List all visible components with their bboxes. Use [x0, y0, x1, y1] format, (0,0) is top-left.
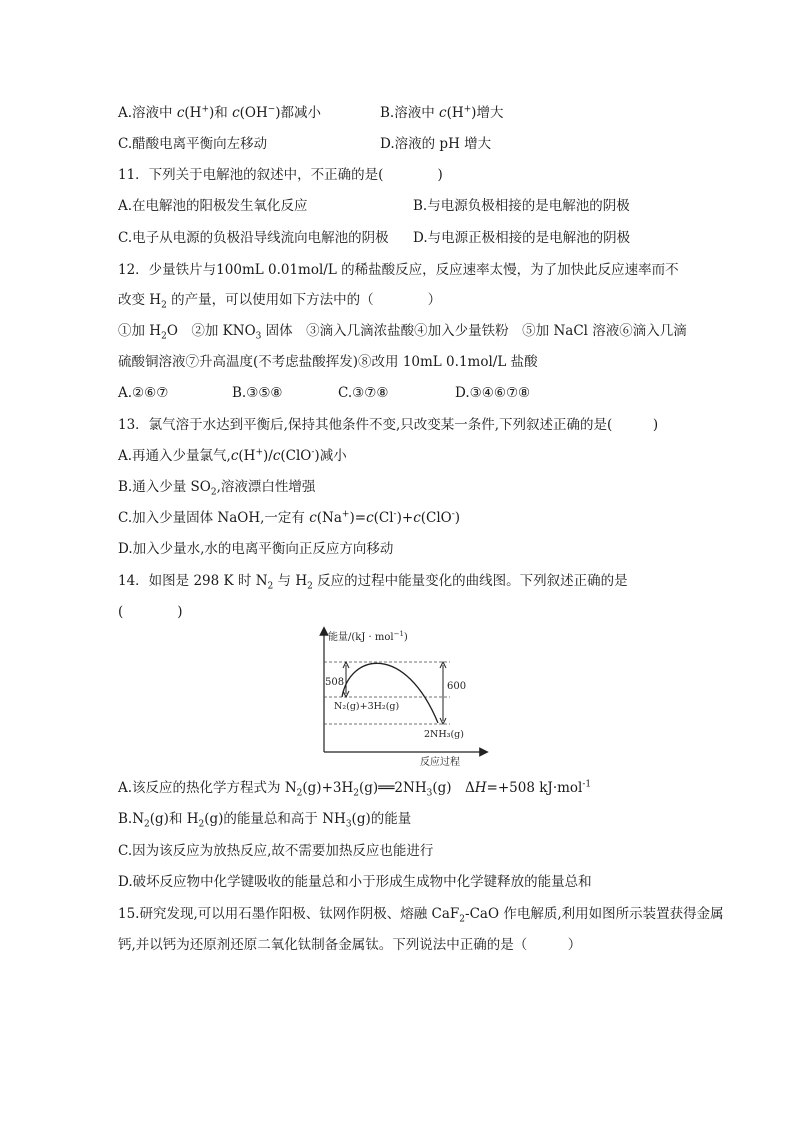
- q13-option-d: D.加入少量水,水的电离平衡向正反应方向移动: [118, 541, 394, 557]
- q12-list-line1: ①加 $H_2O$ ②加 $KNO_3$ 固体 ③滴入几滴浓盐酸④加入少量铁粉 ⑤加 NaCl 溶液⑥滴入几滴: [118, 323, 687, 342]
- q11-option-c: C.电子从电源的负极沿导线流向电解池的阴极: [118, 230, 389, 246]
- q11-option-d: D.与电源正极相接的是电解池的阴极: [413, 230, 631, 246]
- q12-option-a: A.②⑥⑦: [118, 385, 169, 401]
- q11-option-a: A.在电解池的阳极发生氧化反应: [118, 198, 308, 214]
- reactants-label: N₂(g)+3H₂(g): [334, 701, 400, 712]
- q14-option-b: $B.N_2(g)$和 $H_2(g)$的能量总和高于 $NH_3(g)$的能量: [118, 811, 412, 830]
- q13-option-c: C.加入少量固体 NaOH,一定有 c(Na+)=c(Cl-)+c(ClO-): [118, 509, 461, 526]
- q15-stem-line2: 钙,并以钙为还原剂还原二氧化钛制备金属钛。下列说法中正确的是（ ）: [118, 937, 582, 953]
- q14-stem-line2: ( ): [118, 604, 183, 620]
- q14-option-d: D.破坏反应物中化学键吸收的能量总和小于形成生成物中化学键释放的能量总和: [118, 874, 592, 890]
- q13-stem: 13．氯气溶于水达到平衡后,保持其他条件不变,只改变某一条件,下列叙述正确的是( ): [118, 417, 659, 433]
- q12-stem-line2: 改变 $H_2$ 的产量，可以使用如下方法中的（ ）: [118, 292, 442, 311]
- q10-option-d: D.溶液的 pH 增大: [380, 136, 492, 152]
- q13-option-a: A.再通入少量氯气,c(H+)/c(ClO-)减小: [118, 447, 347, 464]
- q10-option-b: B.溶液中 c(H+)增大: [380, 104, 504, 121]
- q13-option-b: B.通入少量 $SO_2$,溶液漂白性增强: [118, 479, 316, 498]
- y-axis-label: 能量/(kJ · mol$^{-1}$): [328, 630, 408, 643]
- q15-stem-line1: 15.研究发现,可以用石墨作阳极、钛网作阴极、熔融 CaF$_2$-CaO 作电解质,利用如图所示装置获得金属: [118, 906, 724, 925]
- label-600: 600: [447, 681, 467, 692]
- q11-option-b: B.与电源负极相接的是电解池的阴极: [413, 198, 630, 214]
- x-axis-label: 反应过程: [420, 757, 460, 767]
- q12-list-line2: 硫酸铜溶液⑦升高温度(不考虑盐酸挥发)⑧改用 10mL 0.1mol/L 盐酸: [118, 354, 538, 370]
- q14-stem-line1: 14．如图是 298 K 时 $N_2$ 与 $H_2$ 反应的过程中能量变化的曲线图。下列叙述正确的是: [118, 573, 628, 592]
- label-508: 508: [325, 677, 345, 688]
- product-label: 2NH₃(g): [424, 729, 464, 740]
- q10-option-c: C.醋酸电离平衡向左移动: [118, 136, 268, 152]
- q14-option-c: C.因为该反应为放热反应,故不需要加热反应也能进行: [118, 843, 434, 859]
- q12-option-b: B.③⑤⑧: [232, 385, 283, 401]
- energy-curve: [342, 663, 438, 723]
- q11-stem: 11．下列关于电解池的叙述中，不正确的是( ): [118, 167, 443, 183]
- q12-option-c: C.③⑦⑧: [338, 385, 389, 401]
- q12-stem-line1: 12．少量铁片与100mL 0.01mol/L 的稀盐酸反应，反应速率太慢，为了加快此反应速率而不: [118, 262, 679, 278]
- q10-option-a: A.溶液中 c(H+)和 c(OH−)都减小: [118, 104, 322, 121]
- energy-diagram: [300, 625, 490, 767]
- q12-option-d: D.③④⑥⑦⑧: [455, 385, 531, 401]
- q14-option-a: A.该反应的热化学方程式为 $N_2(g)+3H_2(g)══2NH_3(g)$ ΔH=+508 kJ·mol$^{-1}$: [118, 779, 592, 799]
